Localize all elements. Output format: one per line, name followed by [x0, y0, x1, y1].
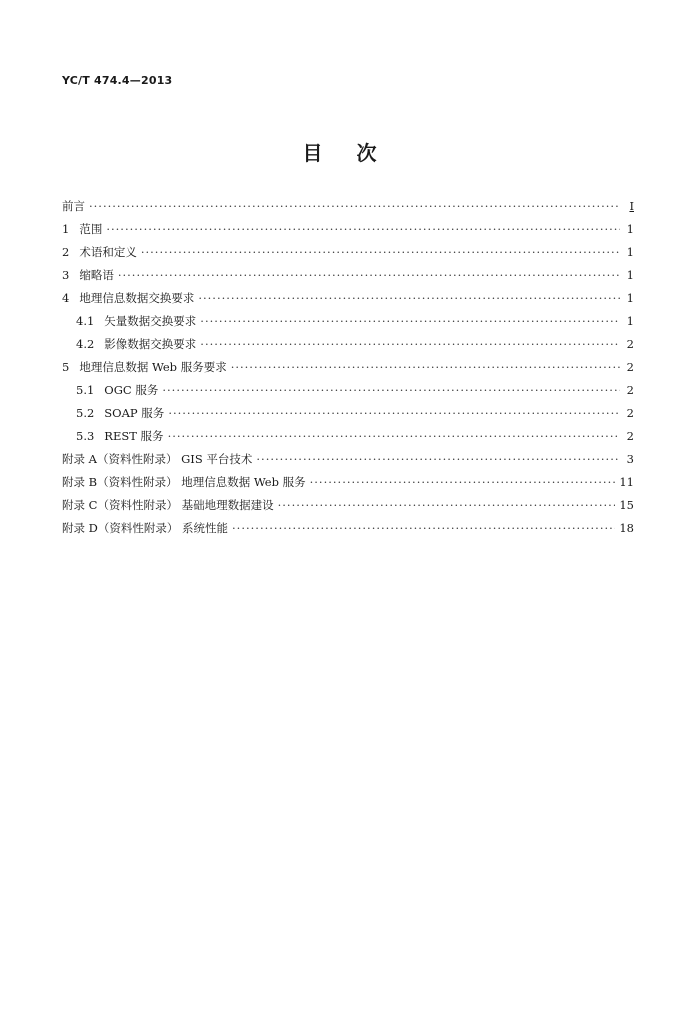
toc-leader — [232, 521, 615, 535]
toc-page: 1 — [626, 291, 634, 305]
toc-entry-3[interactable] — [62, 267, 634, 290]
toc-label: OGC 服务 — [104, 383, 159, 397]
toc-page: 1 — [626, 268, 634, 282]
toc-leader — [118, 268, 620, 282]
toc-number: 4 — [62, 291, 70, 305]
toc-label: 附录 D（资料性附录） 系统性能 — [62, 521, 229, 535]
page-title — [0, 137, 679, 166]
toc-label: 缩略语 — [79, 268, 114, 282]
toc-leader — [256, 452, 620, 466]
toc-label: 矢量数据交换要求 — [104, 314, 197, 328]
table-of-contents — [62, 198, 634, 543]
toc-entry-5-1[interactable] — [62, 382, 634, 405]
toc-page: 1 — [626, 222, 634, 236]
toc-entry-1[interactable] — [62, 221, 634, 244]
toc-page: 1 — [626, 314, 634, 328]
toc-label: 地理信息数据 Web 服务要求 — [79, 360, 227, 374]
title-char-2: 次 — [356, 141, 377, 165]
toc-label: 前言 — [62, 199, 85, 213]
toc-entry-foreword[interactable] — [62, 198, 634, 221]
toc-page: 1 — [626, 245, 634, 259]
toc-label: 范围 — [79, 222, 103, 236]
toc-label: 附录 B（资料性附录） 地理信息数据 Web 服务 — [62, 475, 306, 489]
toc-entry-5-2[interactable] — [62, 405, 634, 428]
toc-page: 2 — [626, 429, 634, 443]
toc-number: 1 — [62, 222, 70, 236]
toc-leader — [89, 199, 620, 213]
toc-number: 4.2 — [76, 337, 95, 351]
toc-number: 5.2 — [76, 406, 95, 420]
toc-leader — [278, 498, 616, 512]
toc-entry-2[interactable] — [62, 244, 634, 267]
toc-label: 影像数据交换要求 — [104, 337, 197, 351]
toc-leader — [200, 314, 620, 328]
toc-page: 2 — [626, 406, 634, 420]
toc-page: 2 — [626, 337, 634, 351]
toc-leader — [168, 406, 620, 420]
toc-label: REST 服务 — [104, 429, 164, 443]
toc-number: 3 — [62, 268, 70, 282]
toc-label: 附录 C（资料性附录） 基础地理数据建设 — [62, 498, 274, 512]
toc-number: 4.1 — [76, 314, 95, 328]
toc-page: 3 — [626, 452, 634, 466]
toc-number: 5.1 — [76, 383, 95, 397]
toc-leader — [200, 337, 620, 351]
toc-number: 5.3 — [76, 429, 95, 443]
toc-entry-5[interactable] — [62, 359, 634, 382]
toc-entry-4[interactable] — [62, 290, 634, 313]
toc-number: 2 — [62, 245, 70, 259]
toc-label: SOAP 服务 — [104, 406, 165, 420]
toc-entry-4-2[interactable] — [62, 336, 634, 359]
toc-entry-appendix-d[interactable] — [62, 520, 634, 543]
toc-entry-5-3[interactable] — [62, 428, 634, 451]
toc-leader — [231, 360, 620, 374]
toc-label: 术语和定义 — [79, 245, 137, 259]
toc-entry-appendix-c[interactable] — [62, 497, 634, 520]
toc-label: 附录 A（资料性附录） GIS 平台技术 — [62, 452, 253, 466]
toc-label: 地理信息数据交换要求 — [79, 291, 195, 305]
title-char-1: 目 — [302, 141, 323, 165]
toc-leader — [141, 245, 620, 259]
toc-page: I — [629, 199, 634, 213]
toc-leader — [310, 475, 616, 489]
toc-page: 2 — [626, 360, 634, 374]
toc-leader — [198, 291, 620, 305]
toc-number: 5 — [62, 360, 70, 374]
toc-entry-4-1[interactable] — [62, 313, 634, 336]
standard-code: YC/T 474.4—2013 — [62, 74, 173, 87]
toc-leader — [106, 222, 620, 236]
toc-page: 11 — [619, 475, 634, 489]
toc-leader — [168, 429, 620, 443]
toc-leader — [162, 383, 620, 397]
toc-entry-appendix-b[interactable] — [62, 474, 634, 497]
toc-entry-appendix-a[interactable] — [62, 451, 634, 474]
toc-page: 18 — [619, 521, 634, 535]
toc-page: 2 — [626, 383, 634, 397]
toc-page: 15 — [619, 498, 634, 512]
